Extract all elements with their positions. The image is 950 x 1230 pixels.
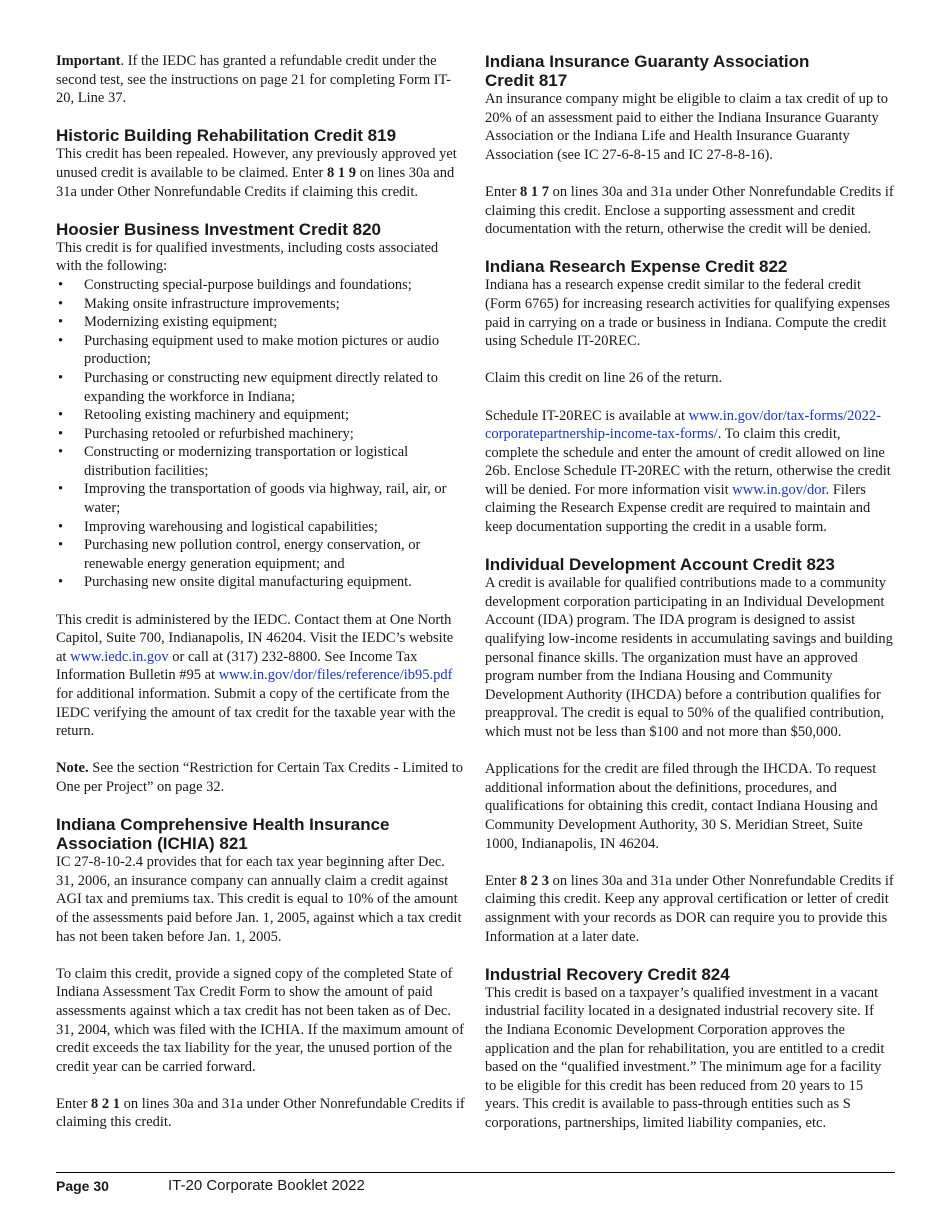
historic-heading: Historic Building Rehabilitation Credit 819 (56, 126, 397, 146)
research-paragraph-2: Claim this credit on line 26 of the return. (485, 370, 723, 387)
important-label: Important (56, 53, 121, 69)
dor-link[interactable]: www.in.gov/dor (732, 481, 826, 498)
historic-text-b: on lines 30a and 31a under Other Nonrefundable Credits if claiming this credit. (56, 164, 455, 200)
right-column (485, 52, 895, 1151)
ichia-paragraph-2: To claim this credit, provide a signed copy of the completed State of Indiana Assessment Tax Credit Form to show the amount of paid assessments against which a tax credit has not been taken as of Dec. 31, 2004, which was filed with the ICHIA. If the maximum amount of credit exceeds the tax liability for the year, the unused portion of the credit year can be carried forward. (56, 965, 464, 1075)
research-text-a: Schedule IT-20REC is available at (485, 407, 689, 424)
tax-forms-link[interactable]: www.in.gov/dor/tax-forms/2022-corporatepartnership-income-tax-forms/ (485, 407, 881, 443)
ida-code: 8 2 3 (520, 872, 550, 889)
research-heading: Indiana Research Expense Credit 822 (485, 257, 788, 277)
important-text: . If the IEDC has granted a refundable credit under the second test, see the instructions on page 21 for completing Form IT-20, Line 37. (56, 53, 451, 107)
ib95-link[interactable]: www.in.gov/dor/files/reference/ib95.pdf (218, 667, 453, 684)
research-text-b: . To claim this credit, complete the schedule and enter the amount of credit allowed on line 26b. Enclose Schedule IT-20REC with the return, otherwise the credit will be denied. For more information visit (485, 426, 891, 498)
list-item: • Retooling existing machinery and equipment; (56, 406, 466, 425)
iedc-link[interactable]: www.iedc.in.gov (70, 648, 169, 665)
note-label: Note. (56, 760, 89, 777)
historic-paragraph (56, 145, 466, 201)
guaranty-paragraph-2 (485, 183, 895, 239)
note-paragraph (56, 759, 466, 796)
guaranty-code: 8 1 7 (520, 183, 550, 200)
guaranty-paragraph-1: An insurance company might be eligible to claim a tax credit of up to 20% of an assessment paid to either the Indiana Insurance Guaranty Association or the Indiana Life and Health Insurance Guaranty Association (see IC 27-6-8-15 and IC 27-8-8-16). (485, 91, 889, 163)
historic-code: 8 1 9 (326, 164, 356, 181)
ichia-text-a: Enter (56, 1095, 92, 1112)
industrial-heading: Industrial Recovery Credit 824 (485, 964, 730, 984)
research-paragraph-3 (485, 407, 895, 537)
list-item: • Purchasing retooled or refurbished machinery; (56, 425, 466, 444)
hoosier-intro: This credit is for qualified investments, including costs associated with the following: (56, 239, 439, 275)
list-item: • Modernizing existing equipment; (56, 313, 466, 332)
ichia-code: 8 2 1 (91, 1095, 121, 1112)
list-item: • Constructing special-purpose buildings and foundations; (56, 276, 466, 295)
ida-heading: Individual Development Account Credit 823 (485, 555, 835, 575)
research-paragraph-1: Indiana has a research expense credit similar to the federal credit (Form 6765) for increasing research activities for qualifying expenses paid in carrying on a trade or business in Indiana. Compute the credit using Schedule IT-20REC. (485, 277, 891, 350)
admin-text-c: for additional information. Submit a copy of the certificate from the IEDC verifying the amount of tax credit for the taxable year with the return. (56, 686, 456, 740)
ida-paragraph-1: A credit is available for qualified contributions made to a community development corporation participating in an Individual Development Account (IDA) program. The IDA program is designed to assist qualifying low-income residents in accumulating savings and building personal finance skills. The organization must have an approved program number from the Indiana Housing and Community Development Authority (IHCDA) before a contribution qualifies for preapproval. The credit is equal to 50% of the qualified contribution, which must not be less than $100 and not more than $50,000. (485, 575, 893, 740)
ichia-text-b: on lines 30a and 31a under Other Nonrefundable Credits if claiming this credit. (56, 1095, 465, 1131)
list-item: • Making onsite infrastructure improvements; (56, 295, 466, 314)
ida-text-b: on lines 30a and 31a under Other Nonrefundable Credits if claiming this credit. Keep any approval certification or letter of credit assignment with your records as DOR can require you to provide this Information at a later date. (485, 872, 894, 945)
ida-paragraph-3 (485, 872, 895, 946)
ida-paragraph-2: Applications for the credit are filed through the IHCDA. To request additional information about the definitions, procedures, and qualifications for obtaining this credit, contact Indiana Housing and Community Development Authority, 30 S. Meridian Street, Suite 1000, Indianapolis, IN 46204. (485, 761, 878, 852)
research-text-c: . Filers claiming the Research Expense credit are required to maintain and keep documentation supporting the credit in a usable form. (485, 481, 871, 536)
list-item: • Improving warehousing and logistical capabilities; (56, 518, 466, 537)
list-item: • Purchasing equipment used to make motion pictures or audio production; (56, 332, 466, 369)
historic-text-a: This credit has been repealed. However, any previously approved yet unused credit is available to be claimed. Enter (56, 146, 457, 181)
list-item: • Improving the transportation of goods via highway, rail, air, or water; (56, 480, 466, 517)
footer-rule (56, 1172, 895, 1173)
ichia-paragraph-1: IC 27-8-10-2.4 provides that for each tax year beginning after Dec. 31, 2006, an insurance company can annually claim a credit against AGI tax and premiums tax. This credit is equal to 10% of the amount of the assessments paid before Jan. 1, 2005, against which a tax credit has not been taken before Jan. 1, 2005. (56, 854, 462, 945)
note-text: See the section “Restriction for Certain Tax Credits - Limited to One per Project” on page 32. (56, 760, 464, 795)
ichia-paragraph-3 (56, 1095, 466, 1132)
booklet-title: IT-20 Corporate Booklet 2022 (168, 1177, 365, 1194)
list-item: • Purchasing new pollution control, energy conservation, or renewable energy generation equipment; and (56, 536, 466, 573)
guaranty-heading: Indiana Insurance Guaranty Association Credit 817 (485, 52, 810, 90)
industrial-paragraph: This credit is based on a taxpayer’s qualified investment in a vacant industrial facility located in a designated industrial recovery site. If the Indiana Economic Development Corporation approves the application and the plan for rehabilitation, you are entitled to a credit based on the “qualified investment.” The minimum age for a facility to be eligible for this credit has been reduced from 20 years to 15 years. This credit is available to pass-through entities such as S corporations, partnerships, limited liability companies, etc. (485, 984, 885, 1131)
admin-text-b: or call at (317) 232-8800. See Income Tax Information Bulletin #95 at (56, 648, 418, 684)
list-item: • Constructing or modernizing transportation or logistical distribution facilities; (56, 443, 466, 480)
admin-text-a: This credit is administered by the IEDC. Contact them at One North Capitol, Suite 700, Indianapolis, IN 46204. Visit the IEDC’s website at (56, 611, 454, 665)
list-item: • Purchasing or constructing new equipment directly related to expanding the workforce in Indiana; (56, 369, 466, 406)
guaranty-text-b: on lines 30a and 31a under Other Nonrefundable Credits if claiming this credit. Enclose a supporting assessment and credit documentation with the return, otherwise the credit will be denied. (485, 183, 894, 238)
left-column (56, 52, 466, 1151)
hoosier-list (56, 276, 466, 592)
ida-text-a: Enter (485, 872, 521, 889)
page-number: Page 30 (56, 1178, 109, 1194)
ichia-heading: Indiana Comprehensive Health Insurance Association (ICHIA) 821 (56, 815, 390, 854)
hoosier-admin-paragraph (56, 611, 466, 741)
guaranty-text-a: Enter (485, 183, 521, 200)
list-item: • Purchasing new onsite digital manufacturing equipment. (56, 573, 466, 592)
important-paragraph (56, 52, 466, 108)
hoosier-heading: Hoosier Business Investment Credit 820 (56, 219, 382, 239)
